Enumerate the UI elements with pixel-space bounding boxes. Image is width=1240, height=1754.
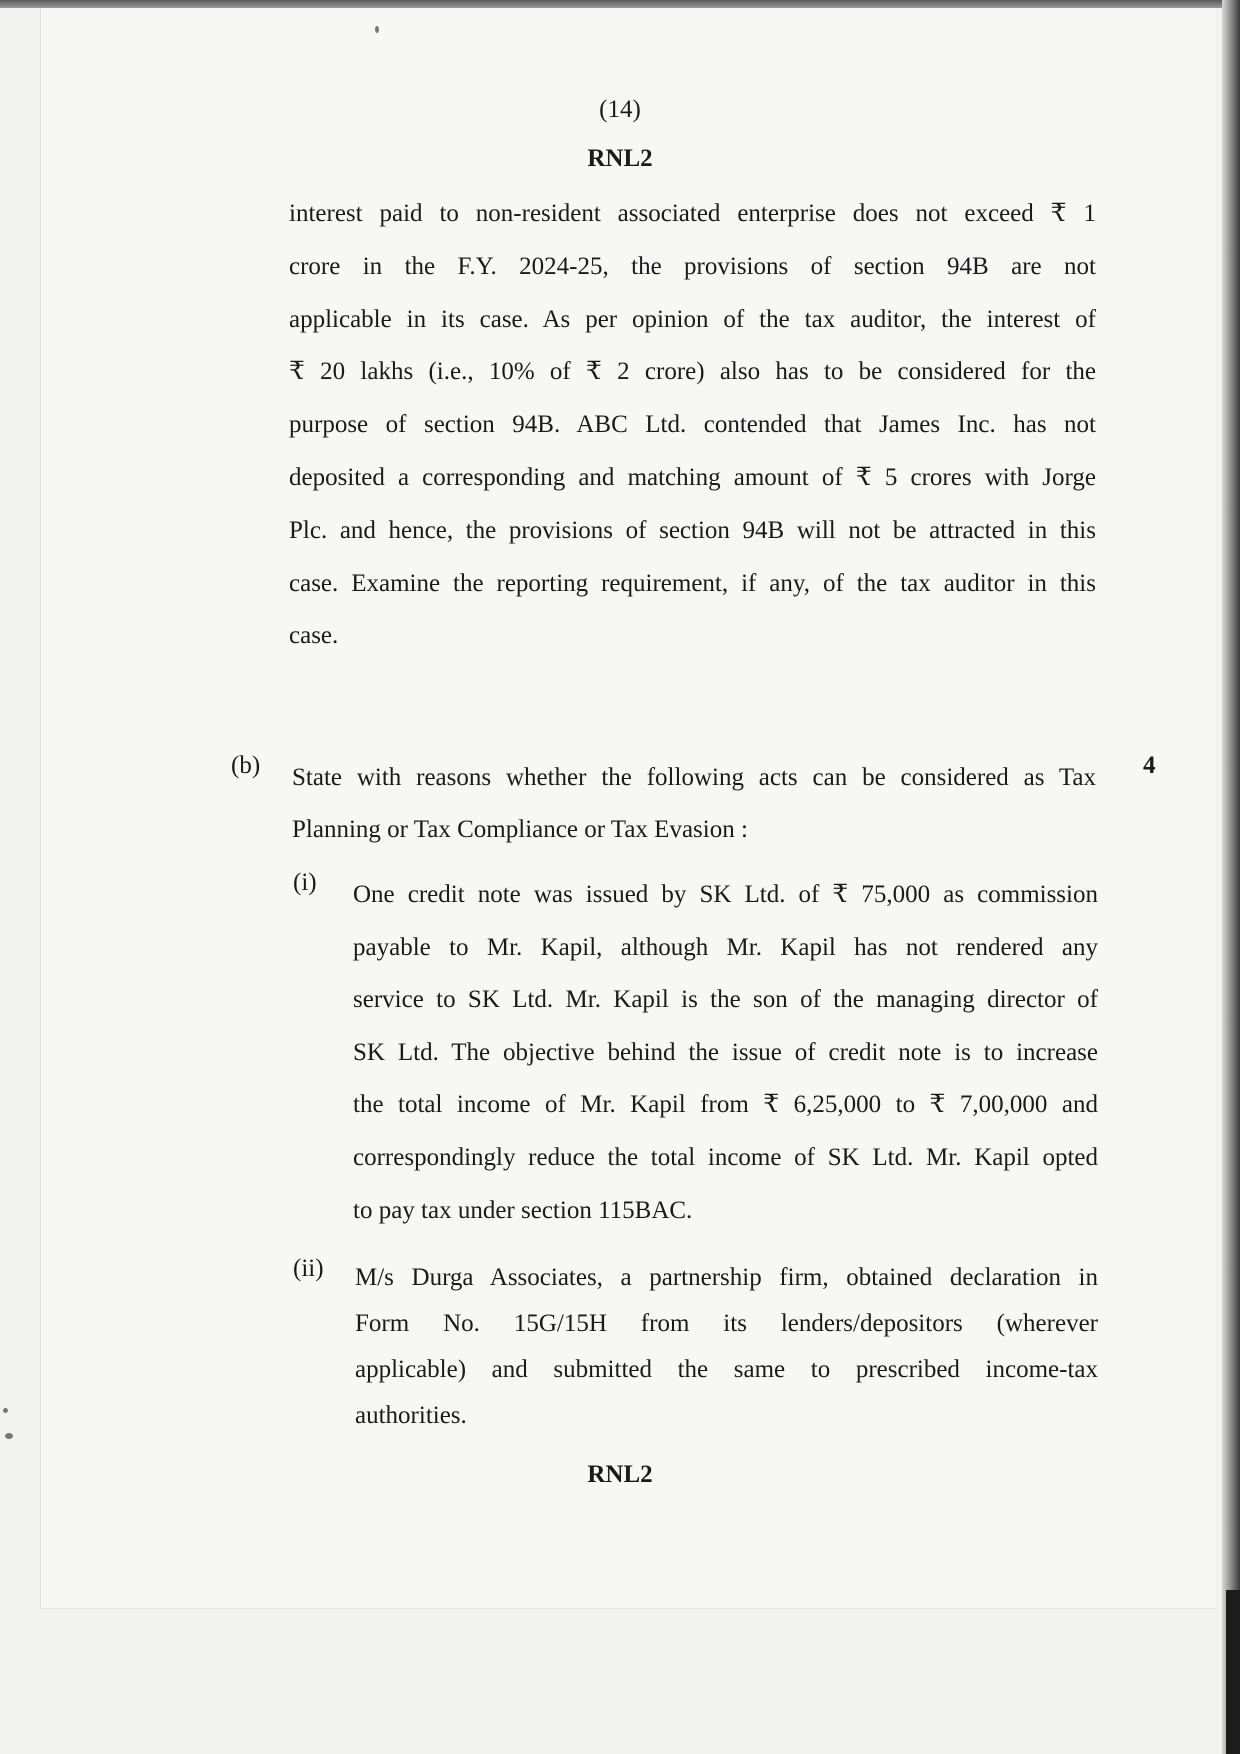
text-line: authorities. xyxy=(355,1402,467,1429)
paper-code-top: RNL2 xyxy=(587,145,653,172)
text-line: applicable) and submitted the same to prescribed income-tax xyxy=(355,1356,1098,1383)
paper-code-bottom: RNL2 xyxy=(587,1461,653,1488)
text-line: case. Examine the reporting requirement, if any, of the tax auditor in this xyxy=(289,569,1096,597)
text-line: deposited a corresponding and matching amount of ₹ 5 crores with Jorge xyxy=(289,463,1096,491)
text-line: interest paid to non-resident associated enterprise does not exceed ₹ 1 xyxy=(289,200,1096,227)
text-line: to pay tax under section 115BAC. xyxy=(353,1196,693,1224)
scan-top-edge xyxy=(0,0,1240,8)
question-label-b: (b) xyxy=(231,752,261,779)
text-line: correspondingly reduce the total income of SK Ltd. Mr. Kapil opted xyxy=(353,1143,1098,1171)
text-line: One credit note was issued by SK Ltd. of ₹ 75,000 as commission xyxy=(353,881,1098,908)
text-line: applicable in its case. As per opinion of the tax auditor, the interest of xyxy=(289,305,1096,333)
scan-right-shadow xyxy=(1226,1590,1240,1754)
text-line: case. xyxy=(289,622,339,650)
text-line: SK Ltd. The objective behind the issue of credit note is to increase xyxy=(353,1038,1098,1066)
sub-item-i-text xyxy=(353,869,1098,1237)
text-line: State with reasons whether the following acts can be considered as Tax xyxy=(292,764,1096,791)
text-line: Form No. 15G/15H from its lenders/depositors (wherever xyxy=(355,1310,1098,1337)
text-line: Planning or Tax Compliance or Tax Evasion : xyxy=(292,816,748,843)
text-line: the total income of Mr. Kapil from ₹ 6,25,000 to ₹ 7,00,000 and xyxy=(353,1091,1098,1119)
scan-speck xyxy=(5,1433,13,1439)
scan-right-edge xyxy=(1222,0,1240,1754)
page-number: (14) xyxy=(599,96,641,123)
marks: 4 xyxy=(1143,752,1156,779)
scan-speck xyxy=(3,1408,8,1413)
text-line: Plc. and hence, the provisions of section 94B will not be attracted in this xyxy=(289,516,1096,544)
text-line: ₹ 20 lakhs (i.e., 10% of ₹ 2 crore) also has to be considered for the xyxy=(289,358,1096,386)
sub-item-label-i: (i) xyxy=(293,869,317,896)
scan-speck xyxy=(375,26,379,33)
sub-item-label-ii: (ii) xyxy=(293,1255,324,1282)
sub-item-ii-text xyxy=(355,1255,1098,1439)
text-line: M/s Durga Associates, a partnership firm, obtained declaration in xyxy=(355,1264,1098,1291)
text-line: service to SK Ltd. Mr. Kapil is the son of the managing director of xyxy=(353,986,1098,1014)
text-line: purpose of section 94B. ABC Ltd. contended that James Inc. has not xyxy=(289,411,1096,439)
question-b-text xyxy=(292,752,1096,856)
part-a-continuation xyxy=(289,188,1096,663)
text-line: payable to Mr. Kapil, although Mr. Kapil has not rendered any xyxy=(353,933,1098,961)
text-line: crore in the F.Y. 2024-25, the provisions of section 94B are not xyxy=(289,252,1096,280)
